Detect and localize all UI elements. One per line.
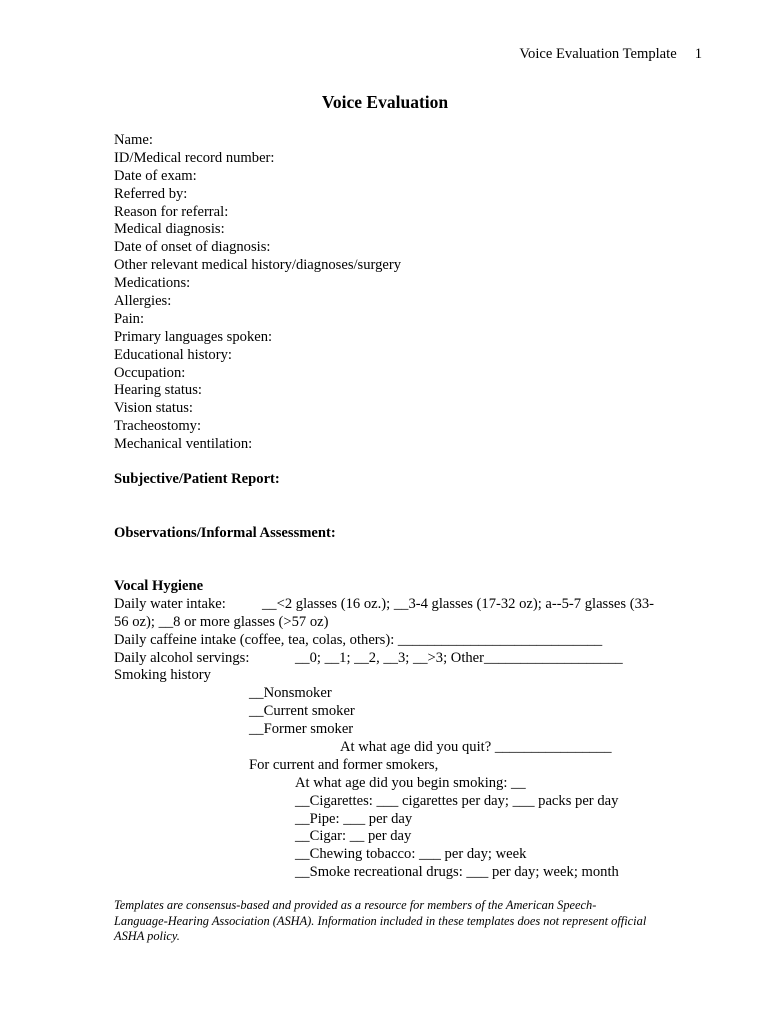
field-id-medical-record: ID/Medical record number: (114, 149, 275, 166)
water-intake-label: Daily water intake: (114, 595, 226, 612)
option-former-smoker: __Former smoker (249, 721, 354, 738)
field-occupation: Occupation: (114, 364, 186, 381)
header-title: Voice Evaluation Template (519, 46, 677, 62)
section-heading-vocal-hygiene: Vocal Hygiene (114, 578, 204, 594)
alcohol-servings-label: Daily alcohol servings: (114, 649, 250, 666)
field-date-of-exam: Date of exam: (114, 167, 197, 184)
field-mechanical-ventilation: Mechanical ventilation: (114, 436, 253, 453)
field-allergies: Allergies: (114, 293, 172, 310)
option-cigar: __Cigar: __ per day (295, 828, 412, 845)
quit-age-question: At what age did you quit? ________________ (340, 739, 612, 756)
caffeine-intake-line: Daily caffeine intake (coffee, tea, colas, others): ____________________________ (114, 631, 603, 648)
water-intake-options-continued: 56 oz); __8 or more glasses (>57 oz) (114, 613, 329, 630)
field-referred-by: Referred by: (114, 185, 188, 202)
vocal-hygiene-section (114, 578, 674, 882)
field-hearing-status: Hearing status: (114, 382, 202, 399)
section-heading-observations: Observations/Informal Assessment: (114, 525, 336, 541)
option-pipe: __Pipe: ___ per day (295, 810, 413, 827)
field-vision-status: Vision status: (114, 400, 193, 417)
alcohol-servings-options: __0; __1; __2, __3; __>3; Other___________________ (295, 649, 623, 666)
patient-info-field-list (114, 132, 674, 454)
field-pain: Pain: (114, 310, 144, 327)
current-former-smokers-heading: For current and former smokers, (249, 756, 439, 773)
option-recreational-drugs: __Smoke recreational drugs: ___ per day; week; month (295, 864, 619, 881)
running-header (0, 46, 702, 64)
begin-age-question: At what age did you begin smoking: __ (295, 774, 526, 791)
smoking-history-label: Smoking history (114, 667, 211, 684)
asha-disclaimer-footer (114, 898, 674, 945)
footer-line-2: Language-Hearing Association (ASHA). Information included in these templates does not represent official (114, 913, 647, 928)
field-tracheostomy: Tracheostomy: (114, 418, 202, 435)
option-chewing-tobacco: __Chewing tobacco: ___ per day; week (295, 846, 527, 863)
field-name: Name: (114, 132, 153, 148)
footer-line-3: ASHA policy. (114, 929, 180, 943)
field-reason-for-referral: Reason for referral: (114, 203, 229, 220)
water-intake-options: __<2 glasses (16 oz.); __3-4 glasses (17-32 oz); a--5-7 glasses (33- (262, 595, 655, 612)
option-cigarettes: __Cigarettes: ___ cigarettes per day; ___ packs per day (295, 792, 619, 809)
alcohol-servings-row (114, 650, 674, 668)
field-medical-history: Other relevant medical history/diagnoses/surgery (114, 257, 402, 274)
water-intake-row (114, 596, 674, 614)
option-nonsmoker: __Nonsmoker (249, 685, 332, 702)
document-title: Voice Evaluation (321, 92, 449, 112)
field-medical-diagnosis: Medical diagnosis: (114, 221, 225, 238)
field-medications: Medications: (114, 275, 191, 292)
field-date-of-onset: Date of onset of diagnosis: (114, 239, 271, 256)
field-primary-languages: Primary languages spoken: (114, 328, 273, 345)
footer-line-1: Templates are consensus-based and provided as a resource for members of the American Speech- (114, 898, 597, 912)
option-current-smoker: __Current smoker (249, 703, 355, 720)
page-number: 1 (694, 46, 702, 62)
field-educational-history: Educational history: (114, 346, 232, 363)
section-heading-subjective: Subjective/Patient Report: (114, 471, 280, 487)
